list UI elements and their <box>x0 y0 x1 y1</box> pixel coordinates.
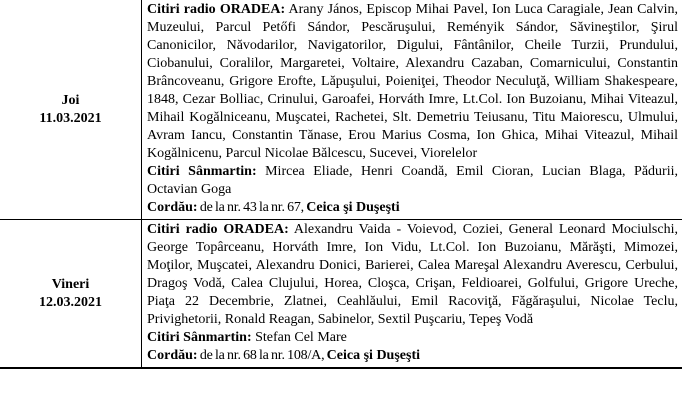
day-cell <box>0 220 142 367</box>
cordau-paragraph <box>147 199 678 217</box>
sanmartin-label: Citiri Sânmartin: <box>147 164 257 179</box>
day-label: Vineri <box>51 276 90 292</box>
sanmartin-paragraph <box>147 163 678 199</box>
cordau-range: de la nr. 68 la nr. 108/A, <box>197 348 327 363</box>
table-row-vineri <box>0 219 682 367</box>
readings-cell <box>142 0 682 219</box>
oradea-label: Citiri radio ORADEA: <box>147 222 289 237</box>
oradea-paragraph <box>147 221 678 329</box>
day-label: Joi <box>61 92 80 108</box>
cordau-label: Cordău: <box>147 348 198 363</box>
day-cell <box>0 0 142 219</box>
cordau-villages: Ceica şi Duşeşti <box>306 200 400 215</box>
sanmartin-streets: Mircea Eliade, Henri Coandă, Emil Cioran, Lucian Blaga, Pădurii, Octavian Goga <box>147 164 678 197</box>
sanmartin-streets: Stefan Cel Mare <box>251 330 347 345</box>
readings-cell <box>142 220 682 367</box>
cordau-paragraph <box>147 347 678 365</box>
sanmartin-paragraph <box>147 329 678 347</box>
oradea-streets: Arany János, Episcop Mihai Pavel, Ion Luca Caragiale, Jean Calvin, Muzeului, Parcul Petőfi Sándor, Pescăruşului, Reményik Sándor, Săvineştilor, Şirul Canonicilor, Năvodarilor, Navigatorilor, Digului, Fântânilor, Cheile Turzii, Prundului, Ciobanului, Coralilor, Margaretei, Voltaire, Alexandru Cazaban, Comarnicului, Constantin Brâncoveanu, Grigore Erofte, Lăpuşului, Poieniţei, Theodor Neculuţă, William Shakespeare, 1848, Cezar Bolliac, Crinului, Garoafei, Horváth Imre, Lt.Col. Ion Buzoianu, Mihai Viteazul, Mihail Kogălniceanu, Muşcatei, Rachetei, Slt. Demetriu Teiusanu, Titu Maiorescu, Ulmului, Avram Iancu, Constantin Tănase, Erou Marius Cosma, Ion Ghica, Mihai Viteazul, Mihail Kogălnicenu, Parcul Nicolae Bălcescu, Sucevei, Viorelelor <box>147 2 678 161</box>
date-label: 12.03.2021 <box>39 294 102 310</box>
date-label: 11.03.2021 <box>39 110 102 126</box>
oradea-label: Citiri radio ORADEA: <box>147 2 286 17</box>
cordau-range: de la nr. 43 la nr. 67, <box>197 200 307 215</box>
oradea-paragraph <box>147 1 678 163</box>
cordau-label: Cordău: <box>147 200 198 215</box>
sanmartin-label: Citiri Sânmartin: <box>147 330 252 345</box>
oradea-streets: Alexandru Vaida - Voievod, Coziei, General Leonard Mociulschi, George Topârceanu, Horváth Imre, Ion Vidu, Lt.Col. Ion Buzoianu, Mărăşti, Mimozei, Moţilor, Muşcatei, Alexandru Donici, Barierei, Calea Mareşal Alexandru Averescu, Cerbului, Dragoş Vodă, Calea Clujului, Horea, Cloşca, Crişan, Feldioarei, Golfului, Grigore Ureche, Piaţa 22 Decembrie, Zlatnei, Ceahlăului, Emil Racoviţă, Făgăraşului, Nicolae Teclu, Privighetorii, Ronald Reagan, Sabinelor, Sextil Puşcariu, Tepeş Vodă <box>147 222 678 327</box>
cordau-villages: Ceica şi Duşeşti <box>326 348 420 363</box>
